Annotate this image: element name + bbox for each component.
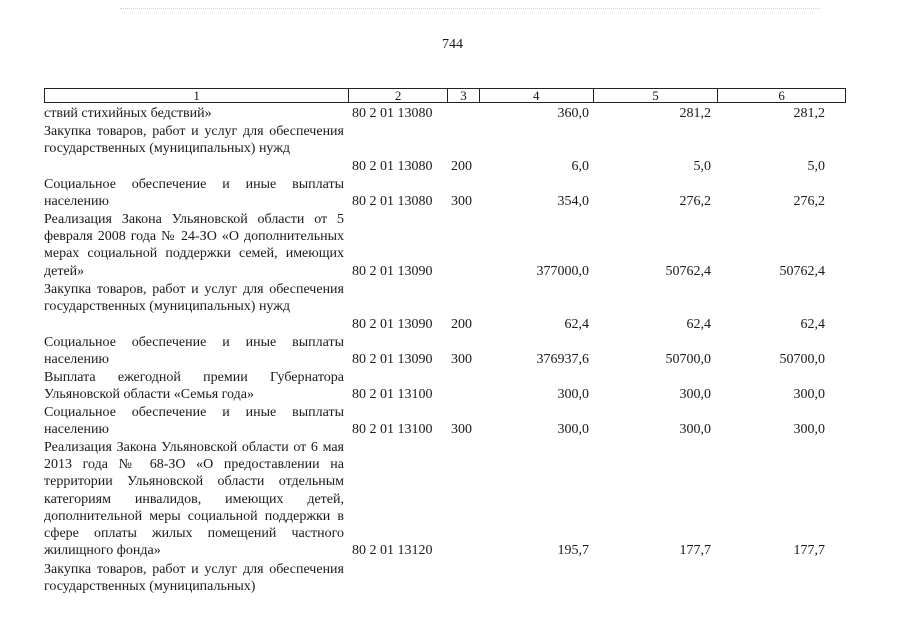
row-value-6: 50700,0 xyxy=(779,352,825,367)
row-value-6: 50762,4 xyxy=(779,264,825,279)
row-value-5: 276,2 xyxy=(679,194,711,209)
row-kvr: 300 xyxy=(451,194,472,209)
row-value-5: 50700,0 xyxy=(665,352,711,367)
row-value-5: 177,7 xyxy=(679,543,711,558)
header-col-2: 2 xyxy=(349,89,448,102)
table-row xyxy=(0,123,905,175)
row-description: Закупка товаров, работ и услуг для обеспечения государственных (муниципальных) нужд xyxy=(44,282,344,315)
table-row xyxy=(0,176,905,210)
row-value-6: 62,4 xyxy=(800,317,825,332)
scan-artifact-line xyxy=(120,8,820,10)
row-value-6: 300,0 xyxy=(793,422,825,437)
row-code: 80 2 01 13080 xyxy=(352,194,433,209)
row-value-4: 6,0 xyxy=(571,159,589,174)
row-value-6: 276,2 xyxy=(793,194,825,209)
row-description: Социальное обеспечение и иные выплаты населению xyxy=(44,177,344,210)
row-value-4: 300,0 xyxy=(557,422,589,437)
row-kvr: 300 xyxy=(451,352,472,367)
table-row xyxy=(0,404,905,438)
row-value-6: 300,0 xyxy=(793,387,825,402)
row-value-6: 281,2 xyxy=(793,106,825,121)
row-value-5: 62,4 xyxy=(686,317,711,332)
row-value-5: 5,0 xyxy=(693,159,711,174)
row-value-4: 360,0 xyxy=(557,106,589,121)
table-row xyxy=(0,369,905,403)
table-row xyxy=(0,439,905,559)
row-code: 80 2 01 13090 xyxy=(352,352,433,367)
row-description: Закупка товаров, работ и услуг для обеспечения государственных (муниципальных) xyxy=(44,562,344,595)
row-value-6: 177,7 xyxy=(793,543,825,558)
row-description: Закупка товаров, работ и услуг для обеспечения государственных (муниципальных) нужд xyxy=(44,124,344,157)
row-value-5: 281,2 xyxy=(679,106,711,121)
header-col-3: 3 xyxy=(448,89,480,102)
header-col-6: 6 xyxy=(778,88,785,103)
table-row xyxy=(0,334,905,368)
row-code: 80 2 01 13120 xyxy=(352,543,433,558)
row-value-4: 62,4 xyxy=(564,317,589,332)
row-value-4: 300,0 xyxy=(557,387,589,402)
row-value-4: 377000,0 xyxy=(536,264,589,279)
row-code: 80 2 01 13090 xyxy=(352,317,433,332)
table-row xyxy=(0,561,905,595)
header-col-5: 5 xyxy=(594,89,719,102)
row-kvr: 300 xyxy=(451,422,472,437)
row-value-4: 376937,6 xyxy=(536,352,589,367)
row-kvr: 200 xyxy=(451,317,472,332)
row-kvr: 200 xyxy=(451,159,472,174)
row-description: Социальное обеспечение и иные выплаты населению xyxy=(44,405,344,438)
header-col-1: 1 xyxy=(45,89,349,102)
row-code: 80 2 01 13100 xyxy=(352,387,433,402)
row-code: 80 2 01 13100 xyxy=(352,422,433,437)
row-description: Реализация Закона Ульяновской области от 6 мая 2013 года № 68-ЗО «О предоставлении на территории Ульяновской области отдельным категориям инвалидов, имеющих детей, дополнительной меры социальной поддержки в сфере оплаты жилых помещений частного жилищного фонда» xyxy=(44,440,344,559)
page-number: 744 xyxy=(442,37,463,52)
table-row xyxy=(0,211,905,280)
row-value-4: 354,0 xyxy=(557,194,589,209)
row-value-6: 5,0 xyxy=(807,159,825,174)
row-code: 80 2 01 13080 xyxy=(352,159,433,174)
row-code: 80 2 01 13090 xyxy=(352,264,433,279)
table-row xyxy=(0,105,905,122)
row-description: ствий стихийных бедствий» xyxy=(44,106,212,121)
table-row xyxy=(0,281,905,333)
row-value-5: 50762,4 xyxy=(665,264,711,279)
row-code: 80 2 01 13080 xyxy=(352,106,433,121)
row-description: Социальное обеспечение и иные выплаты населению xyxy=(44,335,344,368)
table-header-row xyxy=(44,88,846,103)
row-value-5: 300,0 xyxy=(679,422,711,437)
header-col-4: 4 xyxy=(480,89,594,102)
row-description: Реализация Закона Ульяновской области от 5 февраля 2008 года № 24-ЗО «О дополнительных мерах социальной поддержки семей, имеющих детей» xyxy=(44,212,344,279)
row-value-5: 300,0 xyxy=(679,387,711,402)
row-value-4: 195,7 xyxy=(557,543,589,558)
row-description: Выплата ежегодной премии Губернатора Ульяновской области «Семья года» xyxy=(44,370,344,403)
